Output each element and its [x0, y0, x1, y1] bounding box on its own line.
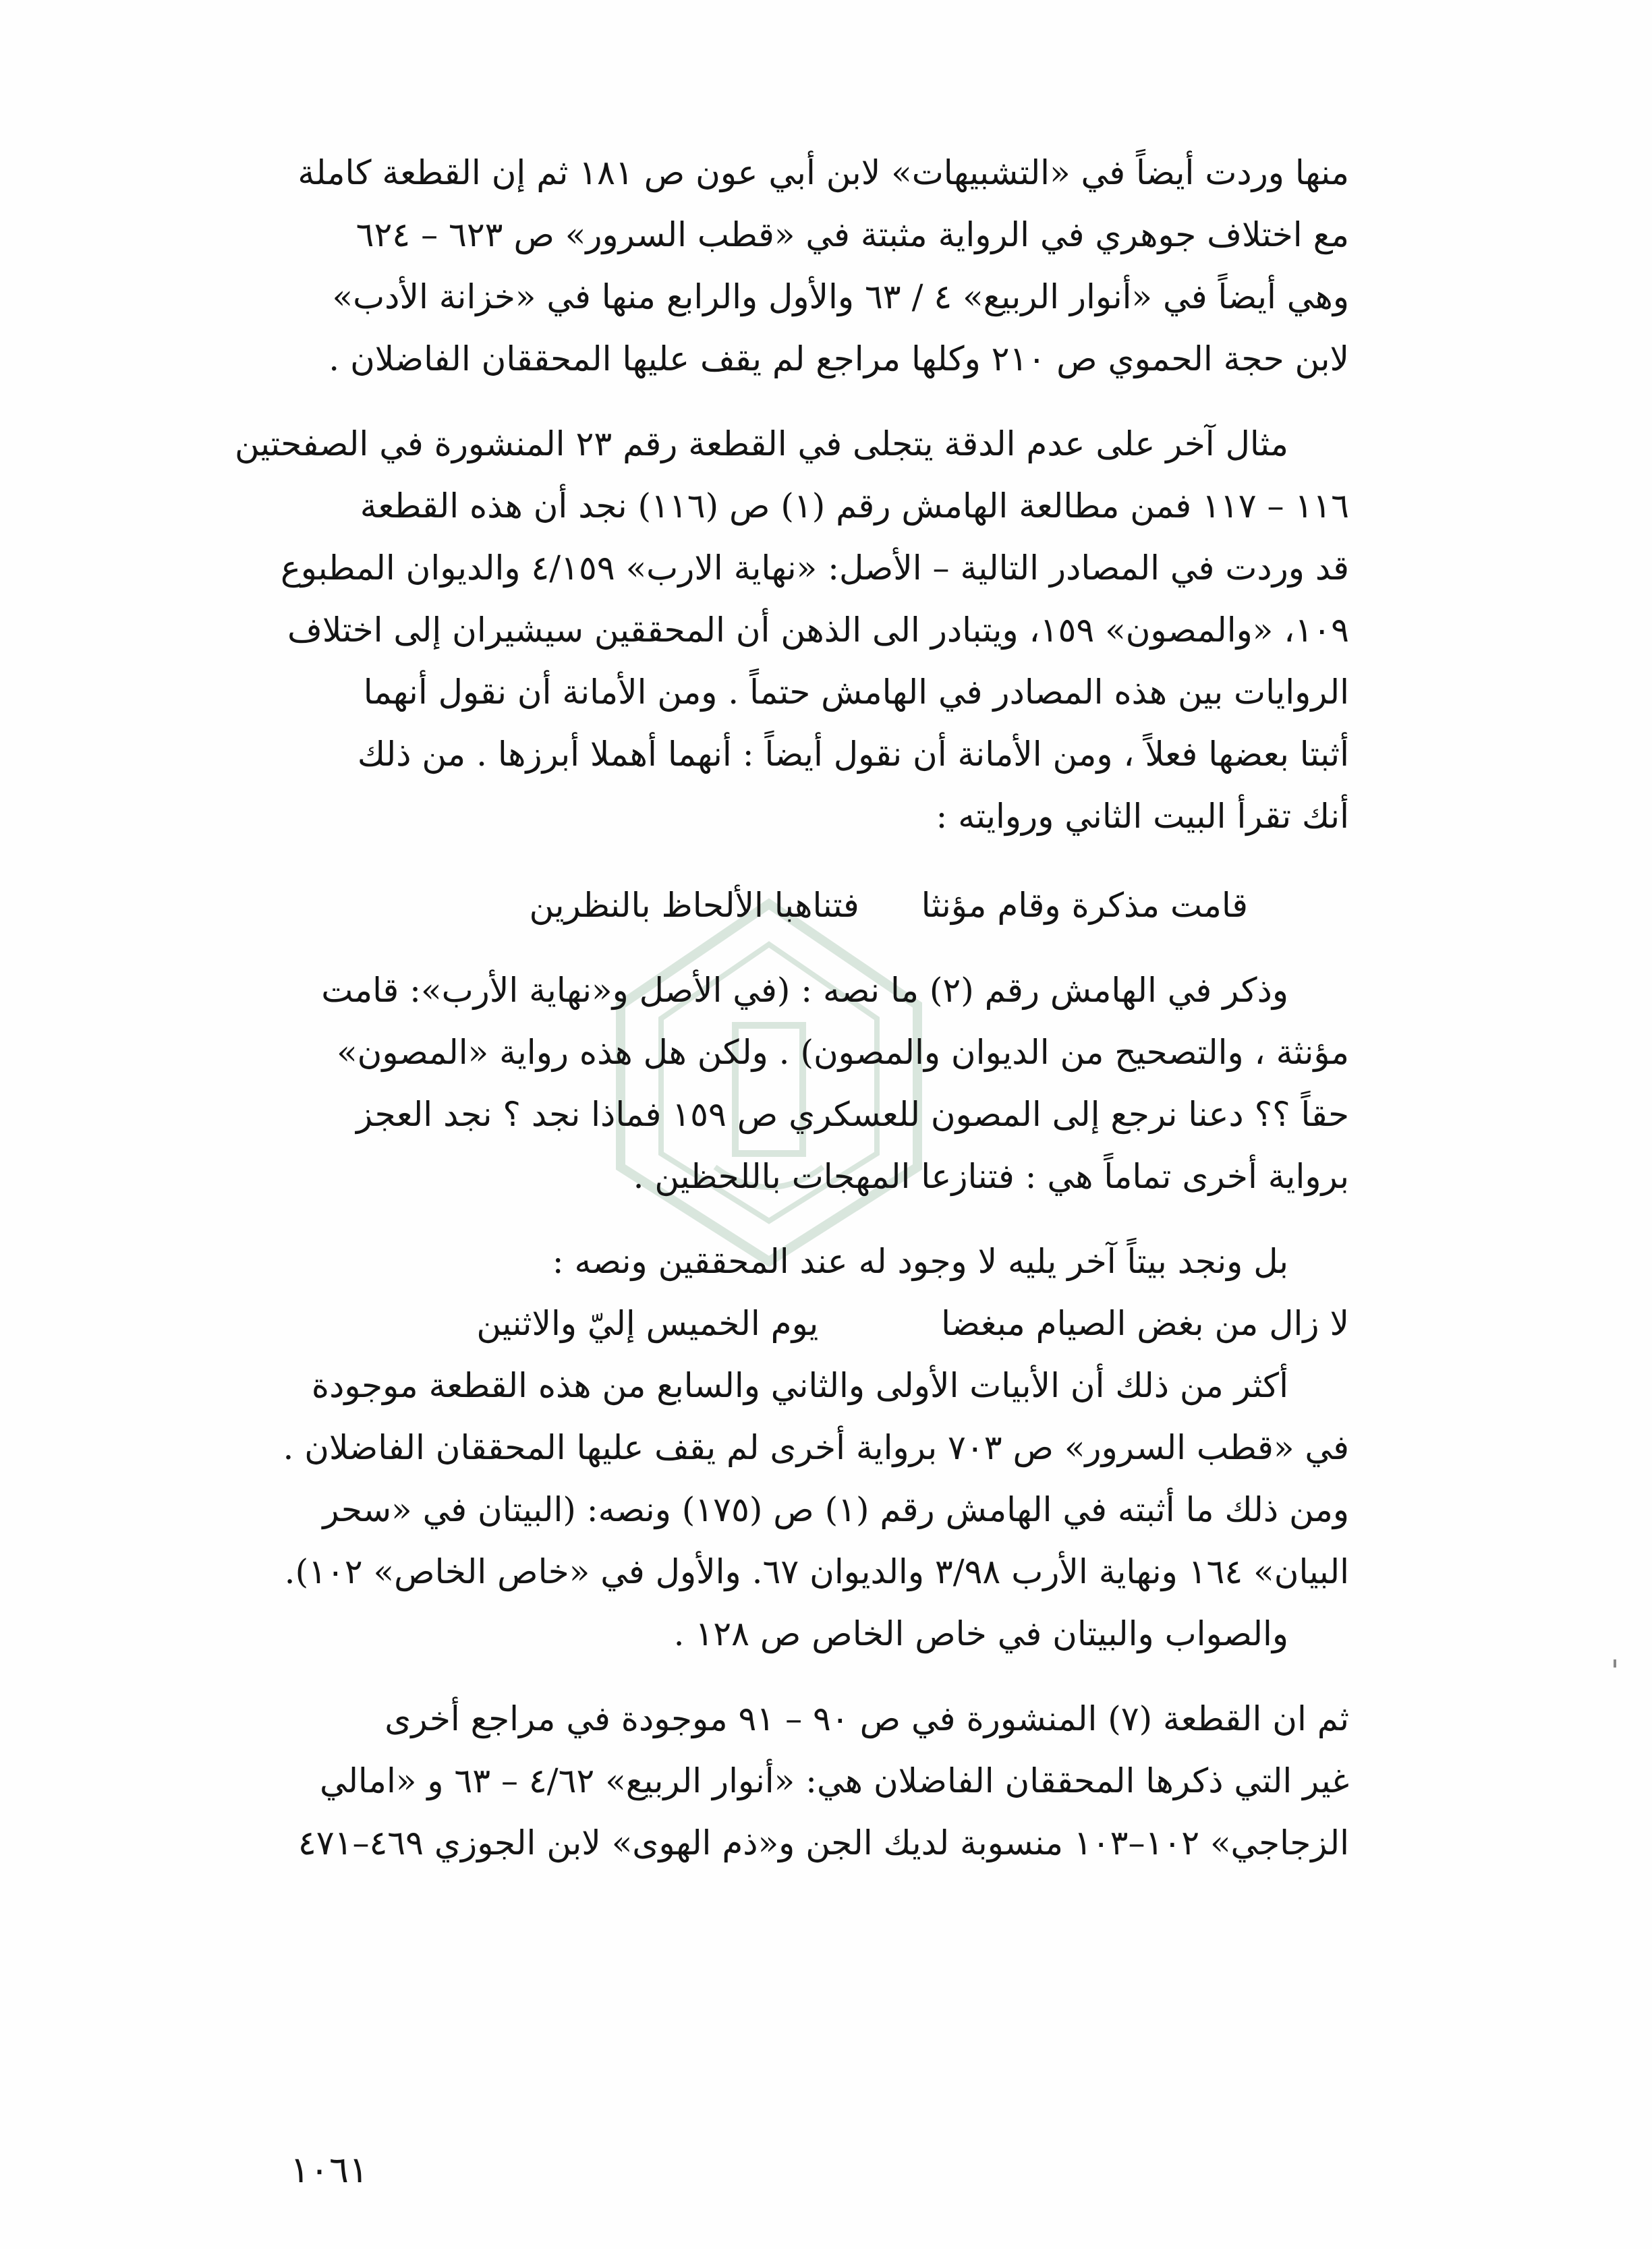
text-line: ثم ان القطعة (٧) المنشورة في ص ٩٠ – ٩١ موجودة في مراجع أخرى — [384, 1699, 1349, 1738]
text-line: منها وردت أيضاً في «التشبيهات» لابن أبي عون ص ١٨١ ثم إن القطعة كاملة — [297, 153, 1349, 192]
verse-hemistich: قامت مذكرة وقام مؤنثا — [921, 886, 1248, 925]
scan-artifact — [1614, 1659, 1616, 1668]
text-line: وذكر في الهامش رقم (٢) ما نصه : (في الأصل و«نهاية الأرب»: قامت — [321, 971, 1288, 1010]
text-line: حقاً ؟؟ دعنا نرجع إلى المصون للعسكري ص ١٥٩ فماذا نجد ؟ نجد العجز — [356, 1095, 1349, 1134]
text-line: غير التي ذكرها المحققان الفاضلان هي: «أنوار الربيع» ٤/٦٢ – ٦٣ و «امالي — [320, 1761, 1349, 1800]
text-line: أثبتا بعضها فعلاً ، ومن الأمانة أن نقول أيضاً : أنهما أهملا أبرزها . من ذلك — [357, 735, 1349, 774]
text-line: مثال آخر على عدم الدقة يتجلى في القطعة رقم ٢٣ المنشورة في الصفحتين — [235, 424, 1288, 463]
verse-hemistich: يوم الخميس إليّ والاثنين — [476, 1304, 819, 1343]
text-line: قد وردت في المصادر التالية – الأصل: «نهاية الارب» ٤/١٥٩ والديوان المطبوع — [280, 548, 1349, 588]
text-line: في «قطب السرور» ص ٧٠٣ برواية أخرى لم يقف عليها المحققان الفاضلان . — [283, 1428, 1349, 1467]
verse-hemistich: فتناهبا الألحاظ بالنظرين — [529, 886, 859, 925]
text-line: ومن ذلك ما أثبته في الهامش رقم (١) ص (١٧٥) ونصه: (البيتان في «سحر — [322, 1490, 1349, 1529]
text-line: مؤنثة ، والتصحيح من الديوان والمصون) . ولكن هل هذه رواية «المصون» — [337, 1033, 1349, 1072]
text-line: برواية أخرى تماماً هي : فتنازعا المهجات باللحظين . — [633, 1157, 1349, 1196]
text-line: مع اختلاف جوهري في الرواية مثبتة في «قطب السرور» ص ٦٢٣ – ٦٢٤ — [355, 215, 1349, 254]
text-line: أكثر من ذلك أن الأبيات الأولى والثاني والسابع من هذه القطعة موجودة — [311, 1366, 1288, 1405]
body-text — [235, 142, 1349, 1874]
text-line: البيان» ١٦٤ ونهاية الأرب ٣/٩٨ والديوان ٦٧. والأول في «خاص الخاص» ١٠٢). — [284, 1552, 1349, 1591]
text-line: الروايات بين هذه المصادر في الهامش حتماً . ومن الأمانة أن نقول أنهما — [363, 673, 1349, 712]
verse-line — [283, 1292, 1349, 1355]
page-number: ١٠٦١ — [290, 2148, 369, 2191]
text-line: أنك تقرأ البيت الثاني وروايته : — [936, 797, 1349, 836]
verse-hemistich: لا زال من بغض الصيام مبغضا — [941, 1304, 1349, 1343]
text-line: وهي أيضاً في «أنوار الربيع» ٤ / ٦٣ والأول والرابع منها في «خزانة الأدب» — [332, 277, 1349, 316]
text-line: الزجاجي» ١٠٢–١٠٣ منسوبة لديك الجن و«ذم الهوى» لابن الجوزي ٤٦٩–٤٧١ — [297, 1823, 1349, 1862]
text-line: ١١٦ – ١١٧ فمن مطالعة الهامش رقم (١) ص (١١٦) نجد أن هذه القطعة — [360, 486, 1349, 525]
verse-line — [283, 874, 1349, 936]
text-line: والصواب والبيتان في خاص الخاص ص ١٢٨ . — [673, 1614, 1288, 1653]
text-line: ١٠٩، «والمصون» ١٥٩، ويتبادر الى الذهن أن المحققين سيشيران إلى اختلاف — [287, 610, 1349, 650]
text-line: لابن حجة الحموي ص ٢١٠ وكلها مراجع لم يقف عليها المحققان الفاضلان . — [329, 339, 1349, 378]
text-line: بل ونجد بيتاً آخر يليه لا وجود له عند المحققين ونصه : — [552, 1242, 1288, 1281]
